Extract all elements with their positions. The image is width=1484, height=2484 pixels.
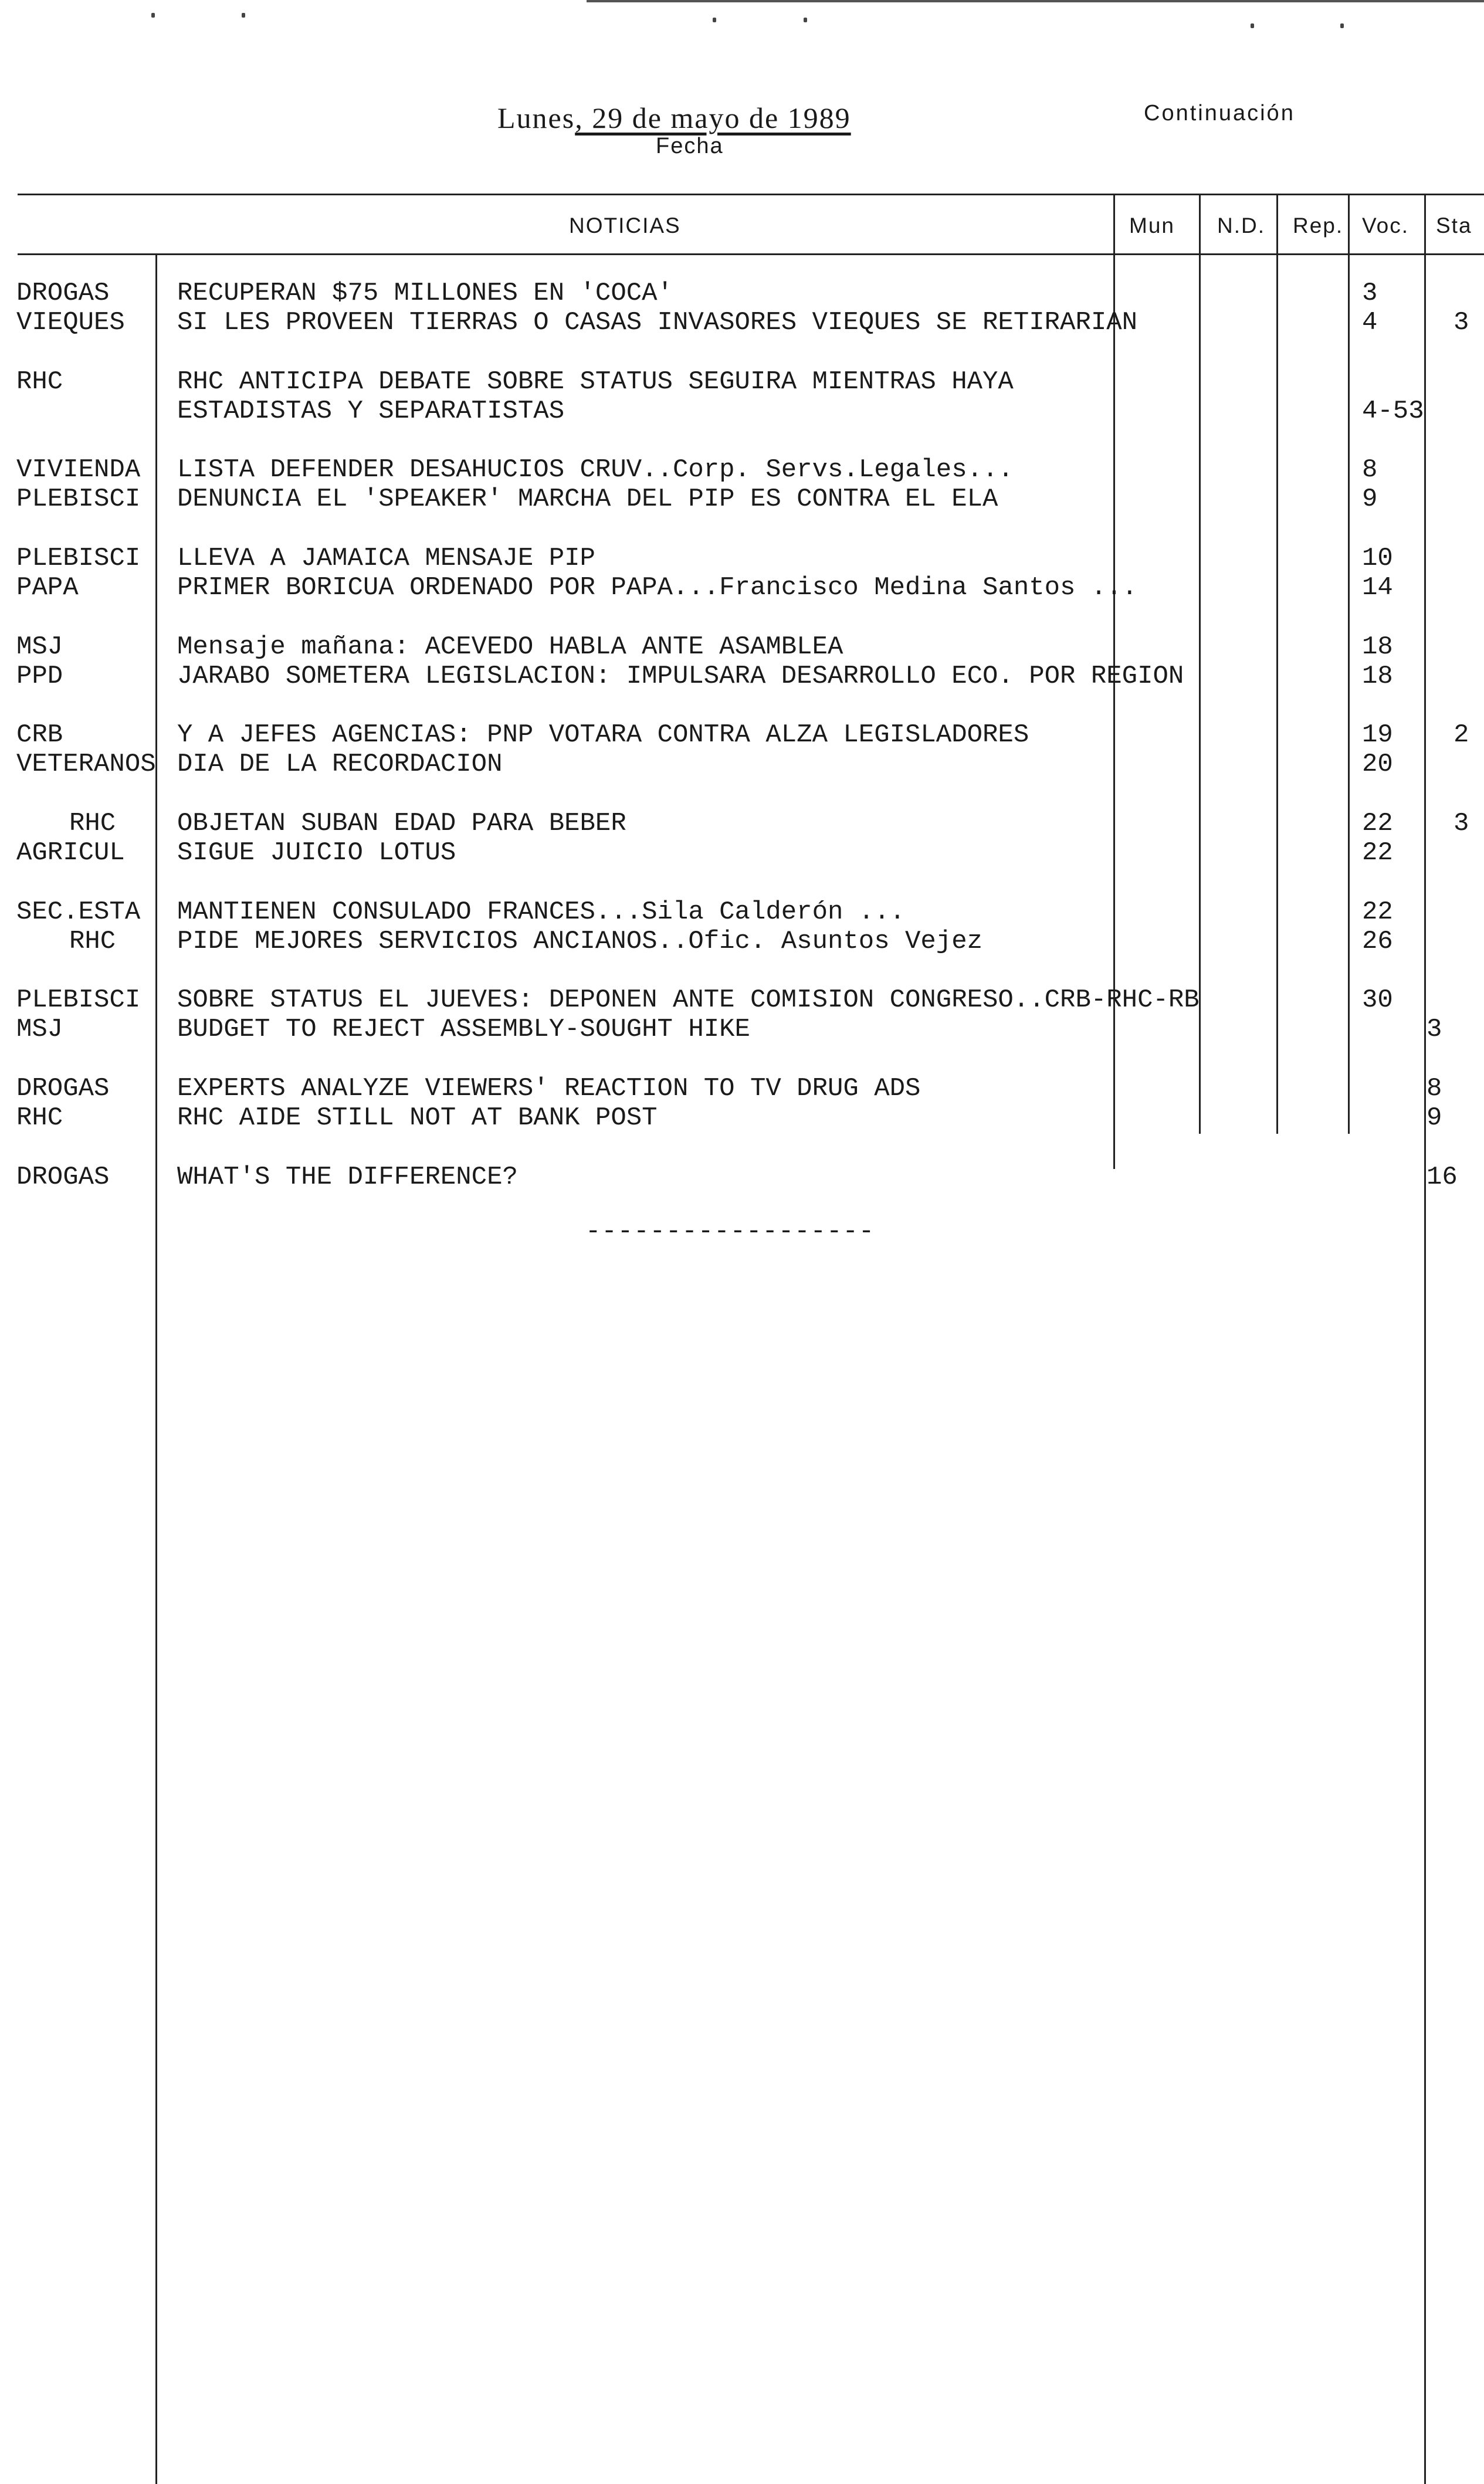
row-headline: DENUNCIA EL 'SPEAKER' MARCHA DEL PIP ES CONTRA EL ELA	[177, 484, 998, 514]
row-headline: LISTA DEFENDER DESAHUCIOS CRUV..Corp. Servs.Legales...	[177, 455, 1014, 484]
table-row	[0, 544, 1393, 573]
rep-column-rule	[1276, 195, 1278, 1134]
row-category: PLEBISCI	[16, 985, 141, 1015]
row-headline: SI LES PROVEEN TIERRAS O CASAS INVASORES VIEQUES SE RETIRARIAN	[177, 308, 1138, 337]
column-header-voc: Voc.	[1362, 214, 1409, 238]
row-category: RHC	[16, 1103, 63, 1133]
row-voc: 4-53	[1362, 397, 1424, 426]
table-row	[0, 809, 1469, 838]
row-sta: 3	[1453, 308, 1469, 337]
row-voc: 14	[1362, 573, 1393, 602]
scan-speck	[1340, 23, 1344, 28]
table-row	[0, 1163, 1458, 1192]
row-voc: 30	[1362, 985, 1393, 1015]
row-headline: EXPERTS ANALYZE VIEWERS' REACTION TO TV DRUG ADS	[177, 1074, 921, 1103]
row-voc: 4	[1362, 308, 1378, 337]
row-headline: RHC AIDE STILL NOT AT BANK POST	[177, 1103, 658, 1133]
table-row	[0, 279, 1378, 308]
scan-speck	[242, 13, 245, 18]
table-row	[0, 720, 1469, 750]
row-sta: 8	[1427, 1074, 1442, 1103]
scan-speck	[1251, 23, 1254, 28]
table-row	[0, 573, 1393, 602]
table-row	[0, 367, 1014, 397]
row-voc: 18	[1362, 662, 1393, 691]
table-row	[0, 897, 1393, 927]
row-headline: PIDE MEJORES SERVICIOS ANCIANOS..Ofic. Asuntos Vejez	[177, 927, 983, 956]
row-headline: SOBRE STATUS EL JUEVES: DEPONEN ANTE COMISION CONGRESO..CRB-RHC-RB	[177, 985, 1200, 1015]
row-headline: SIGUE JUICIO LOTUS	[177, 838, 456, 867]
row-headline: DIA DE LA RECORDACION	[177, 750, 503, 779]
row-headline: Mensaje mañana: ACEVEDO HABLA ANTE ASAMBLEA	[177, 632, 843, 662]
report-date-value: , 29 de mayo de 1989	[575, 101, 851, 134]
row-category: PLEBISCI	[16, 484, 141, 514]
row-voc: 26	[1362, 927, 1393, 956]
row-category: VIVIENDA	[16, 455, 141, 484]
column-header-sta: Sta	[1436, 214, 1472, 238]
voc-column-rule	[1348, 195, 1350, 1134]
report-date	[497, 101, 851, 135]
row-category: PLEBISCI	[16, 544, 141, 573]
table-row	[0, 1074, 1442, 1103]
table-row	[0, 838, 1393, 867]
row-category: SEC.ESTA	[16, 897, 141, 927]
row-headline: MANTIENEN CONSULADO FRANCES...Sila Calderón ...	[177, 897, 906, 927]
row-headline: JARABO SOMETERA LEGISLACION: IMPULSARA DESARROLLO ECO. POR REGION	[177, 662, 1184, 691]
row-headline: ESTADISTAS Y SEPARATISTAS	[177, 397, 565, 426]
table-row	[0, 308, 1469, 337]
row-category: CRB	[16, 720, 63, 750]
column-header-rep: Rep.	[1293, 214, 1344, 238]
column-header-nd: N.D.	[1217, 214, 1265, 238]
row-category: RHC	[69, 927, 116, 956]
continuation-label: Continuación	[1144, 101, 1295, 126]
table-row	[0, 484, 1378, 514]
row-category: RHC	[69, 809, 116, 838]
row-voc: 3	[1362, 279, 1378, 308]
table-top-rule	[18, 194, 1484, 195]
row-headline: Y A JEFES AGENCIAS: PNP VOTARA CONTRA ALZA LEGISLADORES	[177, 720, 1029, 750]
row-category: VIEQUES	[16, 308, 125, 337]
category-column-rule	[155, 253, 157, 2484]
row-category: PPD	[16, 662, 63, 691]
row-sta: 9	[1427, 1103, 1442, 1133]
table-row	[0, 632, 1393, 662]
column-header-noticias: NOTICIAS	[569, 214, 681, 238]
row-voc: 19	[1362, 720, 1393, 750]
row-headline: RECUPERAN $75 MILLONES EN 'COCA'	[177, 279, 673, 308]
top-edge-line	[587, 0, 1484, 2]
row-voc: 18	[1362, 632, 1393, 662]
row-category: VETERANOS	[16, 750, 156, 779]
row-category: MSJ	[16, 632, 63, 662]
row-category: MSJ	[16, 1015, 63, 1044]
row-headline: RHC ANTICIPA DEBATE SOBRE STATUS SEGUIRA MIENTRAS HAYA	[177, 367, 1014, 397]
row-voc: 9	[1362, 484, 1378, 514]
table-row	[0, 455, 1378, 484]
table-row	[0, 1015, 1442, 1044]
table-row	[0, 662, 1393, 691]
row-voc: 22	[1362, 809, 1393, 838]
row-headline: PRIMER BORICUA ORDENADO POR PAPA...Francisco Medina Santos ...	[177, 573, 1138, 602]
row-voc: 22	[1362, 897, 1393, 927]
row-headline: BUDGET TO REJECT ASSEMBLY-SOUGHT HIKE	[177, 1015, 750, 1044]
row-category: PAPA	[16, 573, 79, 602]
row-category: DROGAS	[16, 1163, 110, 1192]
report-day: Lunes	[497, 101, 575, 134]
row-voc: 20	[1362, 750, 1393, 779]
scan-speck	[151, 13, 155, 18]
row-voc: 8	[1362, 455, 1378, 484]
row-category: DROGAS	[16, 1074, 110, 1103]
row-category: AGRICUL	[16, 838, 125, 867]
row-headline: LLEVA A JAMAICA MENSAJE PIP	[177, 544, 595, 573]
row-voc: 22	[1362, 838, 1393, 867]
row-category: RHC	[16, 367, 63, 397]
row-category: DROGAS	[16, 279, 110, 308]
scan-speck	[804, 18, 807, 22]
sta-column-rule	[1424, 195, 1426, 2484]
table-row	[0, 927, 1393, 956]
table-row	[0, 397, 1424, 426]
table-header-rule	[18, 253, 1484, 255]
table-row	[0, 750, 1393, 779]
row-voc: 10	[1362, 544, 1393, 573]
table-row	[0, 985, 1393, 1015]
row-sta: 3	[1427, 1015, 1442, 1044]
table-row	[0, 1103, 1442, 1133]
row-headline: WHAT'S THE DIFFERENCE?	[177, 1163, 518, 1192]
row-sta: 3	[1453, 809, 1469, 838]
row-headline: OBJETAN SUBAN EDAD PARA BEBER	[177, 809, 626, 838]
row-sta: 2	[1453, 720, 1469, 750]
column-header-mun: Mun	[1129, 214, 1175, 238]
date-label: Fecha	[656, 134, 724, 158]
row-sta: 16	[1427, 1163, 1458, 1192]
scan-speck	[713, 18, 716, 22]
end-separator: ------------------	[585, 1217, 875, 1246]
